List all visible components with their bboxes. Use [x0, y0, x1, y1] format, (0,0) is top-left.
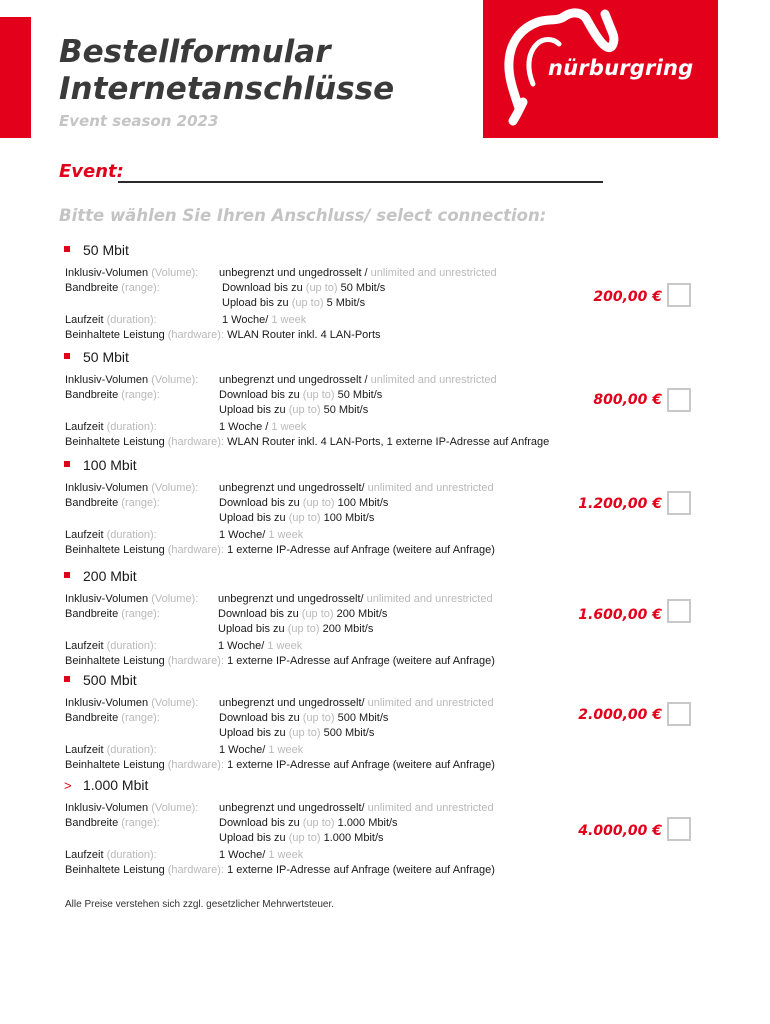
package-price: 1.200,00 €	[578, 496, 662, 512]
duration-value: 1 Woche/ 1 week	[218, 640, 303, 652]
range-row-label: Bandbreite (range):	[65, 817, 160, 829]
title-line-1: Bestellformular	[59, 34, 331, 70]
upload-value: Upload bis zu (up to) 1.000 Mbit/s	[219, 832, 384, 844]
range-row-label: Bandbreite (range):	[65, 712, 160, 724]
package-title-text: 1.000 Mbit	[83, 777, 149, 793]
hardware-row: Beinhaltete Leistung (hardware): WLAN Router inkl. 4 LAN-Ports, 1 externe IP-Adresse auf Anfrage	[65, 436, 550, 448]
package-title-text: 50 Mbit	[83, 349, 129, 365]
package-price: 800,00 €	[593, 392, 662, 408]
range-row-label: Bandbreite (range):	[65, 282, 160, 294]
chevron-right-icon: >	[64, 778, 72, 793]
red-accent-bar	[0, 17, 31, 138]
volume-row-label: Inklusiv-Volumen (Volume):	[65, 593, 199, 605]
bullet-icon	[64, 676, 70, 682]
upload-value: Upload bis zu (up to) 5 Mbit/s	[222, 297, 366, 309]
select-connection-heading: Bitte wählen Sie Ihren Anschluss/ select connection:	[59, 206, 547, 225]
volume-row-label: Inklusiv-Volumen (Volume):	[65, 267, 199, 279]
download-value: Download bis zu (up to) 500 Mbit/s	[219, 712, 389, 724]
page-title	[59, 34, 394, 108]
package-title-text: 50 Mbit	[83, 242, 129, 258]
vat-footnote: Alle Preise verstehen sich zzgl. gesetzlicher Mehrwertsteuer.	[65, 899, 335, 910]
package-title	[64, 568, 137, 584]
package-title-text: 100 Mbit	[83, 457, 137, 473]
duration-row-label: Laufzeit (duration):	[65, 849, 157, 861]
download-value: Download bis zu (up to) 50 Mbit/s	[222, 282, 386, 294]
package-title	[64, 242, 129, 258]
volume-row-label: Inklusiv-Volumen (Volume):	[65, 374, 199, 386]
package-price: 2.000,00 €	[578, 707, 662, 723]
bullet-icon	[64, 353, 70, 359]
logo-wordmark: nürburgring	[548, 56, 694, 80]
hardware-row: Beinhaltete Leistung (hardware): 1 externe IP-Adresse auf Anfrage (weitere auf Anfrage)	[65, 864, 495, 876]
volume-value: unbegrenzt und ungedrosselt / unlimited and unrestricted	[219, 374, 497, 386]
volume-value: unbegrenzt und ungedrosselt/ unlimited and unrestricted	[219, 697, 494, 709]
package-checkbox[interactable]	[667, 817, 691, 841]
event-input-line[interactable]	[118, 181, 603, 183]
download-value: Download bis zu (up to) 100 Mbit/s	[219, 497, 389, 509]
package-checkbox[interactable]	[667, 283, 691, 307]
package-title	[64, 672, 137, 688]
range-row-label: Bandbreite (range):	[65, 608, 160, 620]
duration-value: 1 Woche/ 1 week	[222, 314, 307, 326]
hardware-row: Beinhaltete Leistung (hardware): 1 externe IP-Adresse auf Anfrage (weitere auf Anfrage)	[65, 544, 495, 556]
volume-value: unbegrenzt und ungedrosselt/ unlimited and unrestricted	[219, 802, 494, 814]
package-title	[64, 349, 129, 365]
volume-row-label: Inklusiv-Volumen (Volume):	[65, 482, 199, 494]
duration-row-label: Laufzeit (duration):	[65, 314, 157, 326]
bullet-icon	[64, 572, 70, 578]
volume-value: unbegrenzt und ungedrosselt/ unlimited and unrestricted	[219, 482, 494, 494]
package-title	[64, 777, 148, 793]
hardware-row: Beinhaltete Leistung (hardware): 1 externe IP-Adresse auf Anfrage (weitere auf Anfrage)	[65, 759, 495, 771]
hardware-row: Beinhaltete Leistung (hardware): 1 externe IP-Adresse auf Anfrage (weitere auf Anfrage)	[65, 655, 495, 667]
range-row-label: Bandbreite (range):	[65, 389, 160, 401]
package-price: 200,00 €	[593, 289, 662, 305]
duration-value: 1 Woche/ 1 week	[219, 744, 304, 756]
upload-value: Upload bis zu (up to) 500 Mbit/s	[219, 727, 375, 739]
hardware-row: Beinhaltete Leistung (hardware): WLAN Router inkl. 4 LAN-Ports	[65, 329, 381, 341]
duration-value: 1 Woche/ 1 week	[219, 529, 304, 541]
download-value: Download bis zu (up to) 50 Mbit/s	[219, 389, 383, 401]
bullet-icon	[64, 246, 70, 252]
package-checkbox[interactable]	[667, 702, 691, 726]
title-line-2: Internetanschlüsse	[59, 71, 395, 107]
upload-value: Upload bis zu (up to) 200 Mbit/s	[218, 623, 374, 635]
download-value: Download bis zu (up to) 1.000 Mbit/s	[219, 817, 398, 829]
package-checkbox[interactable]	[667, 491, 691, 515]
duration-row-label: Laufzeit (duration):	[65, 529, 157, 541]
upload-value: Upload bis zu (up to) 100 Mbit/s	[219, 512, 375, 524]
duration-row-label: Laufzeit (duration):	[65, 744, 157, 756]
volume-row-label: Inklusiv-Volumen (Volume):	[65, 697, 199, 709]
package-price: 4.000,00 €	[578, 823, 662, 839]
duration-value: 1 Woche/ 1 week	[219, 849, 304, 861]
package-checkbox[interactable]	[667, 388, 691, 412]
package-price: 1.600,00 €	[578, 607, 662, 623]
season-subtitle: Event season 2023	[59, 112, 219, 130]
package-title-text: 200 Mbit	[83, 568, 137, 584]
bullet-icon	[64, 461, 70, 467]
download-value: Download bis zu (up to) 200 Mbit/s	[218, 608, 388, 620]
duration-row-label: Laufzeit (duration):	[65, 640, 157, 652]
upload-value: Upload bis zu (up to) 50 Mbit/s	[219, 404, 369, 416]
duration-value: 1 Woche / 1 week	[219, 421, 307, 433]
package-title-text: 500 Mbit	[83, 672, 137, 688]
package-title	[64, 457, 137, 473]
duration-row-label: Laufzeit (duration):	[65, 421, 157, 433]
volume-value: unbegrenzt und ungedrosselt/ unlimited and unrestricted	[218, 593, 493, 605]
package-checkbox[interactable]	[667, 599, 691, 623]
range-row-label: Bandbreite (range):	[65, 497, 160, 509]
event-label: Event:	[59, 161, 124, 182]
volume-value: unbegrenzt und ungedrosselt / unlimited and unrestricted	[219, 267, 497, 279]
volume-row-label: Inklusiv-Volumen (Volume):	[65, 802, 199, 814]
